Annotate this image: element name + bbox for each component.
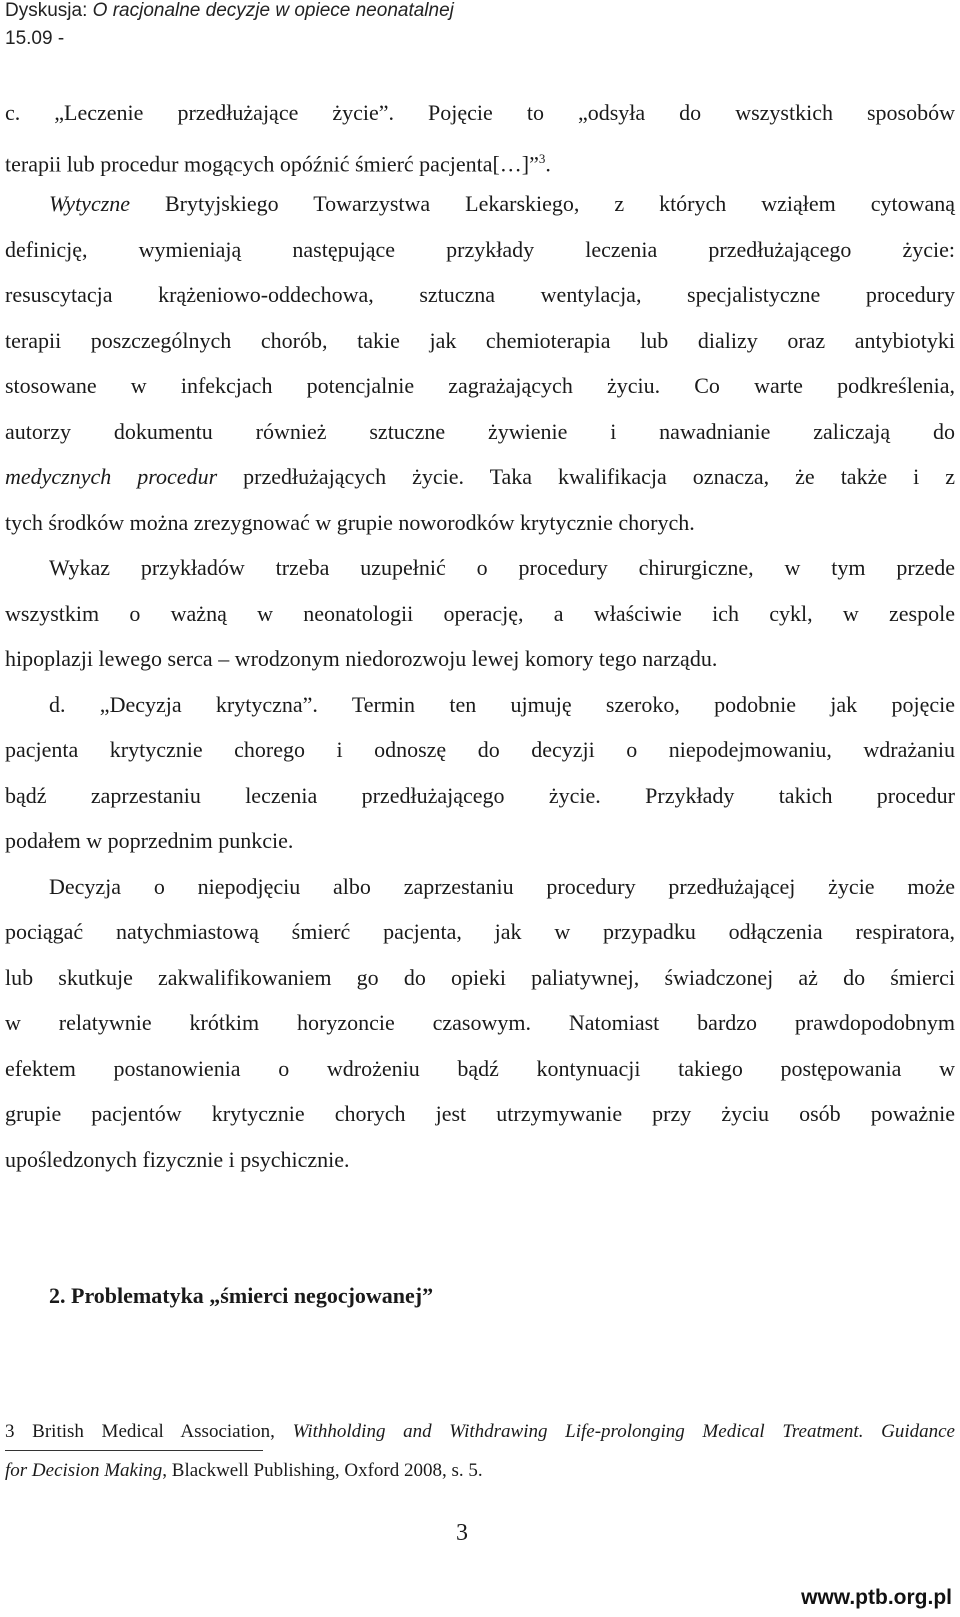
header-label: Dyskusja: [5,0,88,21]
text-line: Decyzja o niepodjęciu albo zaprzestaniu procedury przedłużającej życie może [49,874,955,899]
text-line: podałem w poprzednim punkcie. [5,828,294,853]
text-line: grupie pacjentów krytycznie chorych jest utrzymywanie przy życiu osób poważnie [5,1101,955,1126]
text-line: bądź zaprzestaniu leczenia przedłużającego życie. Przykłady takich procedur [5,783,955,808]
text-line: autorzy dokumentu również sztuczne żywienie i nawadnianie zaliczają do [5,419,955,444]
text-line: stosowane w infekcjach potencjalnie zagrażających życiu. Co warte podkreślenia, [5,373,955,398]
website-footer: www.ptb.org.pl [801,1586,952,1609]
text-line: efektem postanowienia o wdrożeniu bądź kontynuacji takiego postępowania w [5,1056,955,1081]
text-line [49,188,955,220]
text-line [5,143,955,175]
text-span: . [545,151,551,177]
text-line: w relatywnie krótkim horyzoncie czasowym. Natomiast bardzo prawdopodobnym [5,1010,955,1035]
text-line: pacjenta krytycznie chorego i odnoszę do decyzji o niepodejmowaniu, wdrażaniu [5,737,955,762]
page-number: 3 [456,1520,468,1546]
text-line: wszystkim o ważną w neonatologii operację, a właściwie ich cykl, w zespole [5,601,955,626]
footnote-line [5,1458,955,1484]
running-header-title [5,0,454,22]
emphasis: for Decision Making [5,1460,163,1481]
footnote-number: 3 [5,1421,15,1442]
text-line: lub skutkuje zakwalifikowaniem go do opieki paliatywnej, świadczonej aż do śmierci [5,965,955,990]
footnote-ref: 3 [538,151,546,166]
text-line: d. „Decyzja krytyczna”. Termin ten ujmuję szeroko, podobnie jak pojęcie [49,692,955,717]
text-line: tych środków można zrezygnować w grupie noworodków krytycznie chorych. [5,510,695,535]
header-date: 15.09 - [5,28,65,49]
text-line: resuscytacja krążeniowo-oddechowa, sztuczna wentylacja, specjalistyczne procedury [5,282,955,307]
text-span: terapii lub procedur mogących opóźnić śmierć pacjenta[…]” [5,151,539,177]
text-line: upośledzonych fizycznie i psychicznie. [5,1147,350,1172]
footnote-line [5,1419,955,1445]
text-line: Wykaz przykładów trzeba uzupełnić o procedury chirurgiczne, w tym przede [49,555,955,580]
header-title: O racjonalne decyzje w opiece neonatalnej [92,0,454,21]
emphasis: medycznych procedur [5,464,218,489]
footnote-divider [5,1450,263,1451]
section-heading: 2. Problematyka „śmierci negocjowanej” [49,1283,434,1308]
text-line: pociągać natychmiastową śmierć pacjenta, jak w przypadku odłączenia respiratora, [5,919,955,944]
text-line [5,461,955,493]
text-span: , Blackwell Publishing, Oxford 2008, s. 5. [162,1460,483,1481]
text-line: hipoplazji lewego serca – wrodzonym niedorozwoju lewej komory tego narządu. [5,646,718,671]
text-span: British Medical Association, [14,1421,293,1442]
emphasis: Wytyczne [49,191,131,216]
emphasis: Withholding and Withdrawing Life-prolonging Medical Treatment. Guidance [292,1421,955,1442]
text-line: c. „Leczenie przedłużające życie”. Pojęcie to „odsyła do wszystkich sposobów [5,100,955,125]
text-span: Brytyjskiego Towarzystwa Lekarskiego, z których wziąłem cytowaną [130,191,955,216]
text-span: przedłużających życie. Taka kwalifikacja oznacza, że także i z [217,464,956,489]
text-line: terapii poszczególnych chorób, takie jak chemioterapia lub dializy oraz antybiotyki [5,328,955,353]
text-line: definicję, wymieniają następujące przykłady leczenia przedłużającego życie: [5,237,955,262]
